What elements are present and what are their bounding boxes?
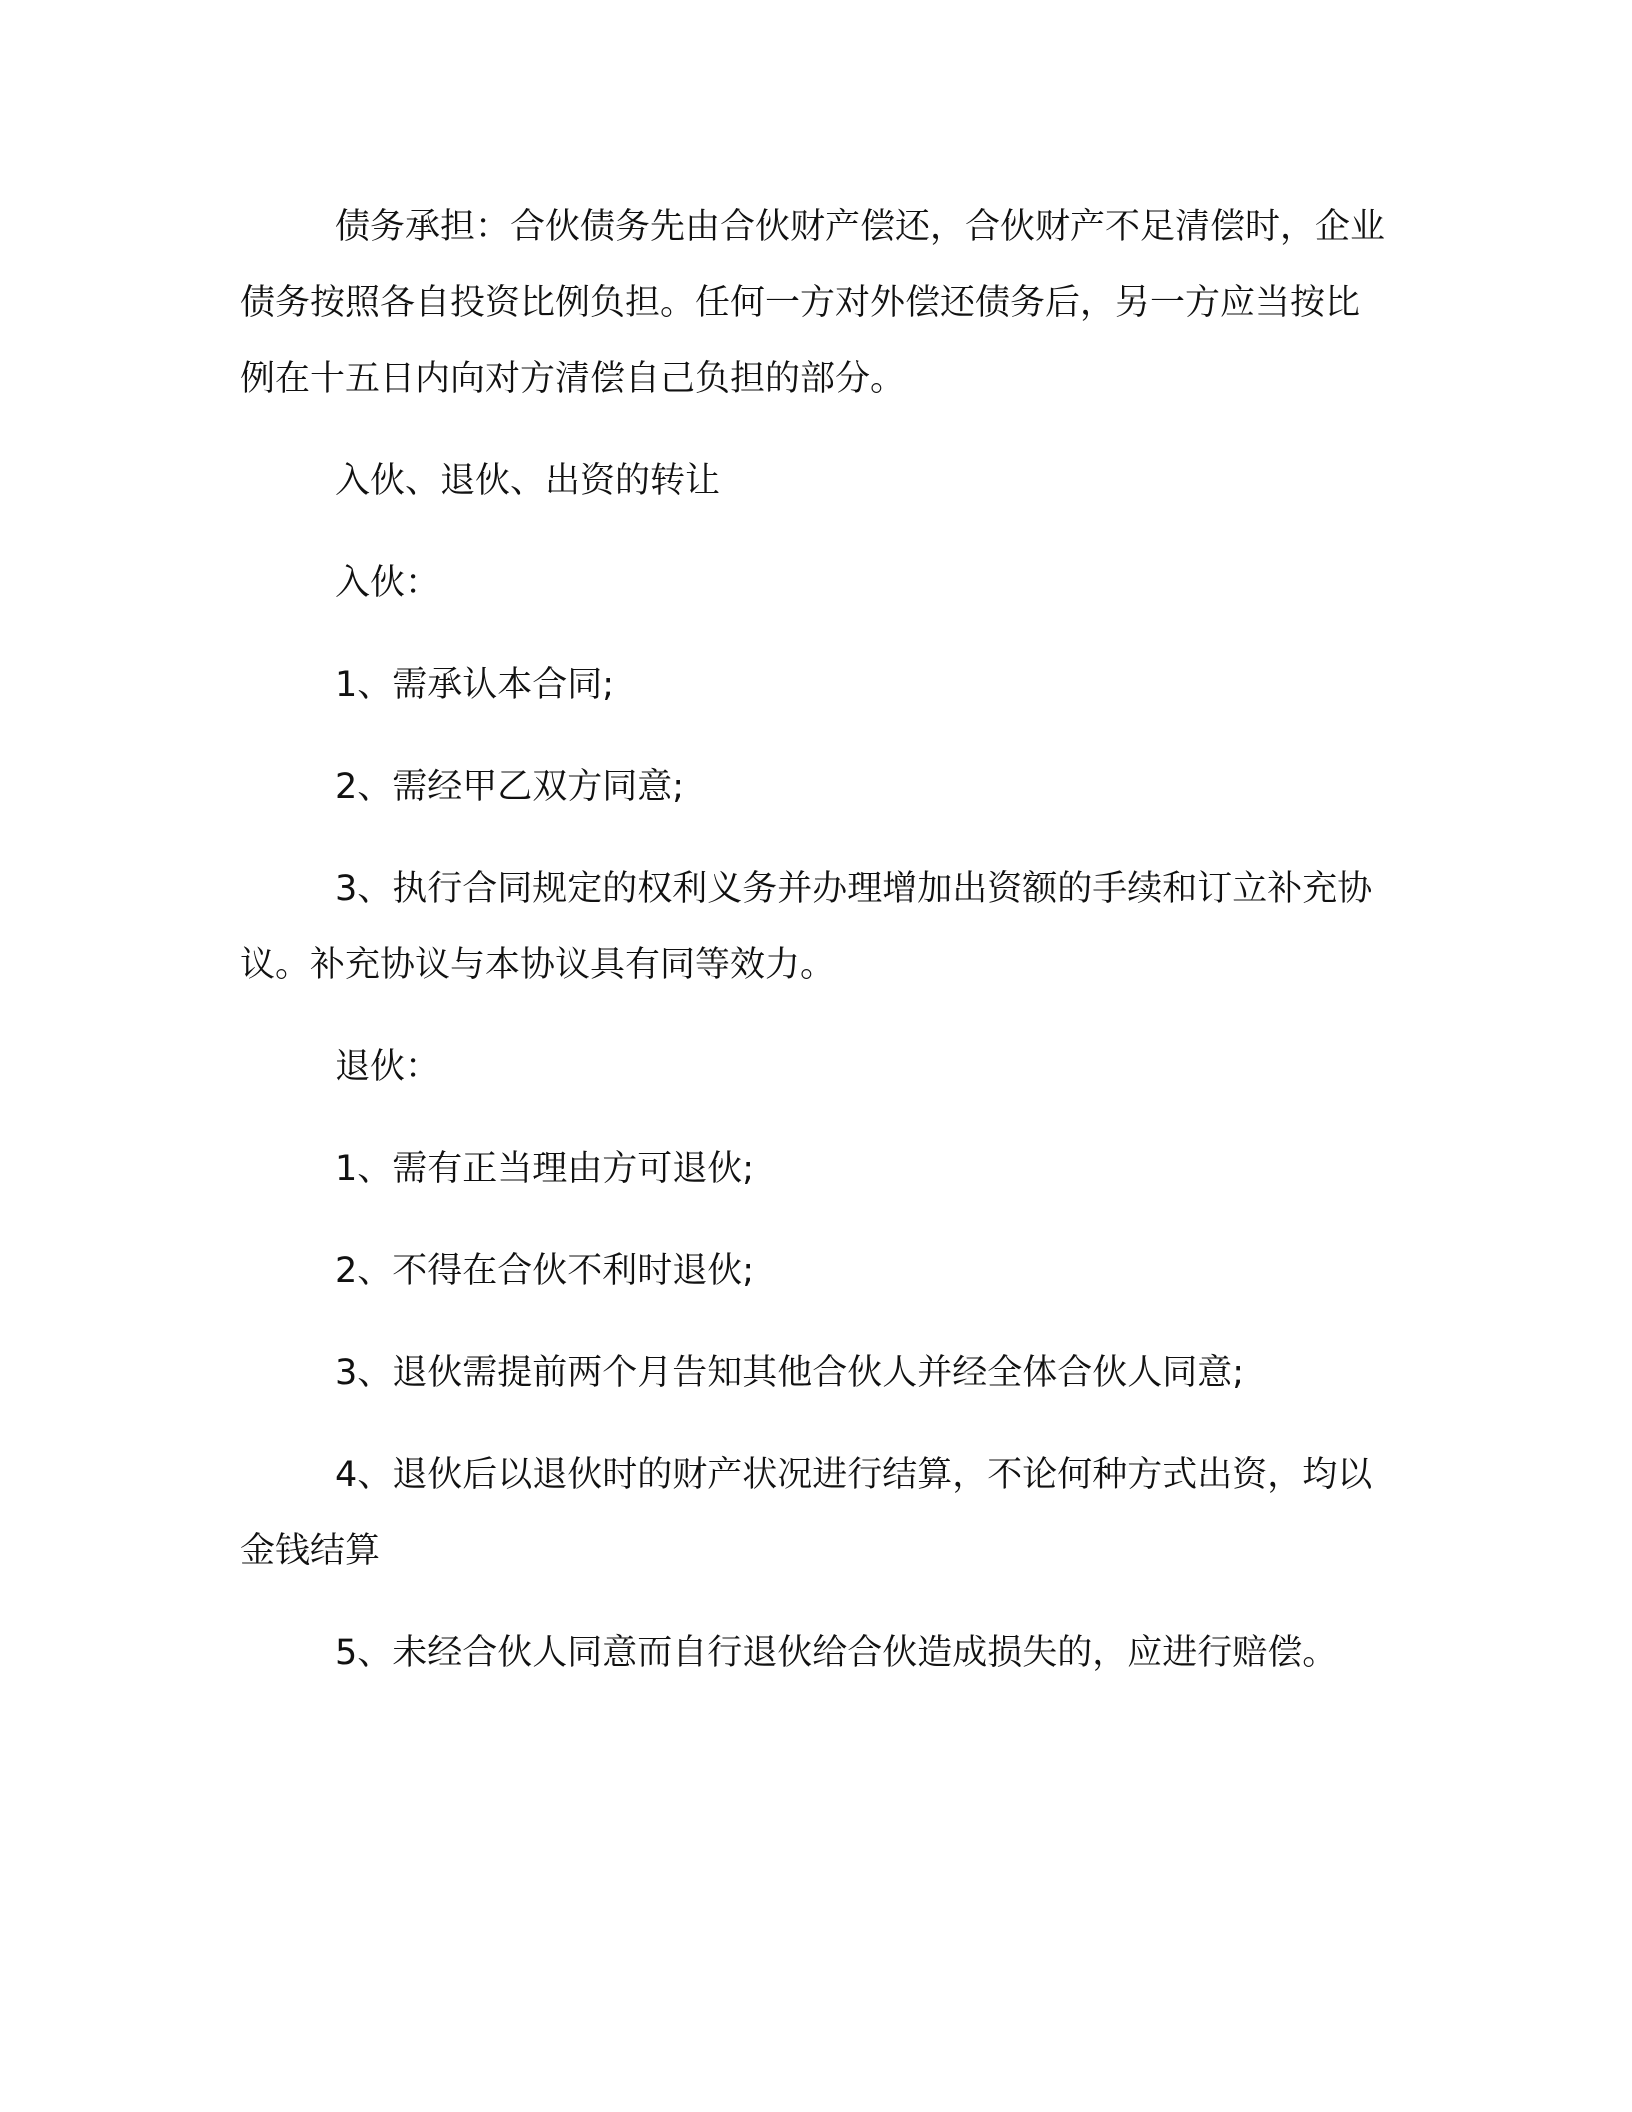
paragraph-joining-heading: 入伙： [335,563,441,603]
paragraph-withdrawal-item-3: 3、退伙需提前两个月告知其他合伙人并经全体合伙人同意; [335,1353,1245,1393]
paragraph-joining-item-2: 2、需经甲乙双方同意; [335,767,685,807]
paragraph-withdrawal-item-2: 2、不得在合伙不利时退伙; [335,1251,755,1291]
paragraph-debt-liability: 债务承担：合伙债务先由合伙财产偿还，合伙财产不足清偿时，企业债务按照各自投资比例负担。任何一方对外偿还债务后，另一方应当按比例在十五日内向对方清偿自己负担的部分。 [240,207,1386,399]
paragraph-section-heading: 入伙、退伙、出资的转让 [335,461,721,501]
paragraph-joining-item-3: 3、执行合同规定的权利义务并办理增加出资额的手续和订立补充协议。补充协议与本协议具有同等效力。 [240,869,1373,985]
paragraph-withdrawal-item-4: 4、退伙后以退伙时的财产状况进行结算，不论何种方式出资，均以金钱结算 [240,1455,1373,1571]
paragraph-withdrawal-item-1: 1、需有正当理由方可退伙; [335,1149,755,1189]
document-body [240,189,1390,1691]
paragraph-joining-item-1: 1、需承认本合同; [335,665,615,705]
paragraph-withdrawal-heading: 退伙： [335,1047,441,1087]
paragraph-withdrawal-item-5: 5、未经合伙人同意而自行退伙给合伙造成损失的，应进行赔偿。 [335,1633,1338,1673]
